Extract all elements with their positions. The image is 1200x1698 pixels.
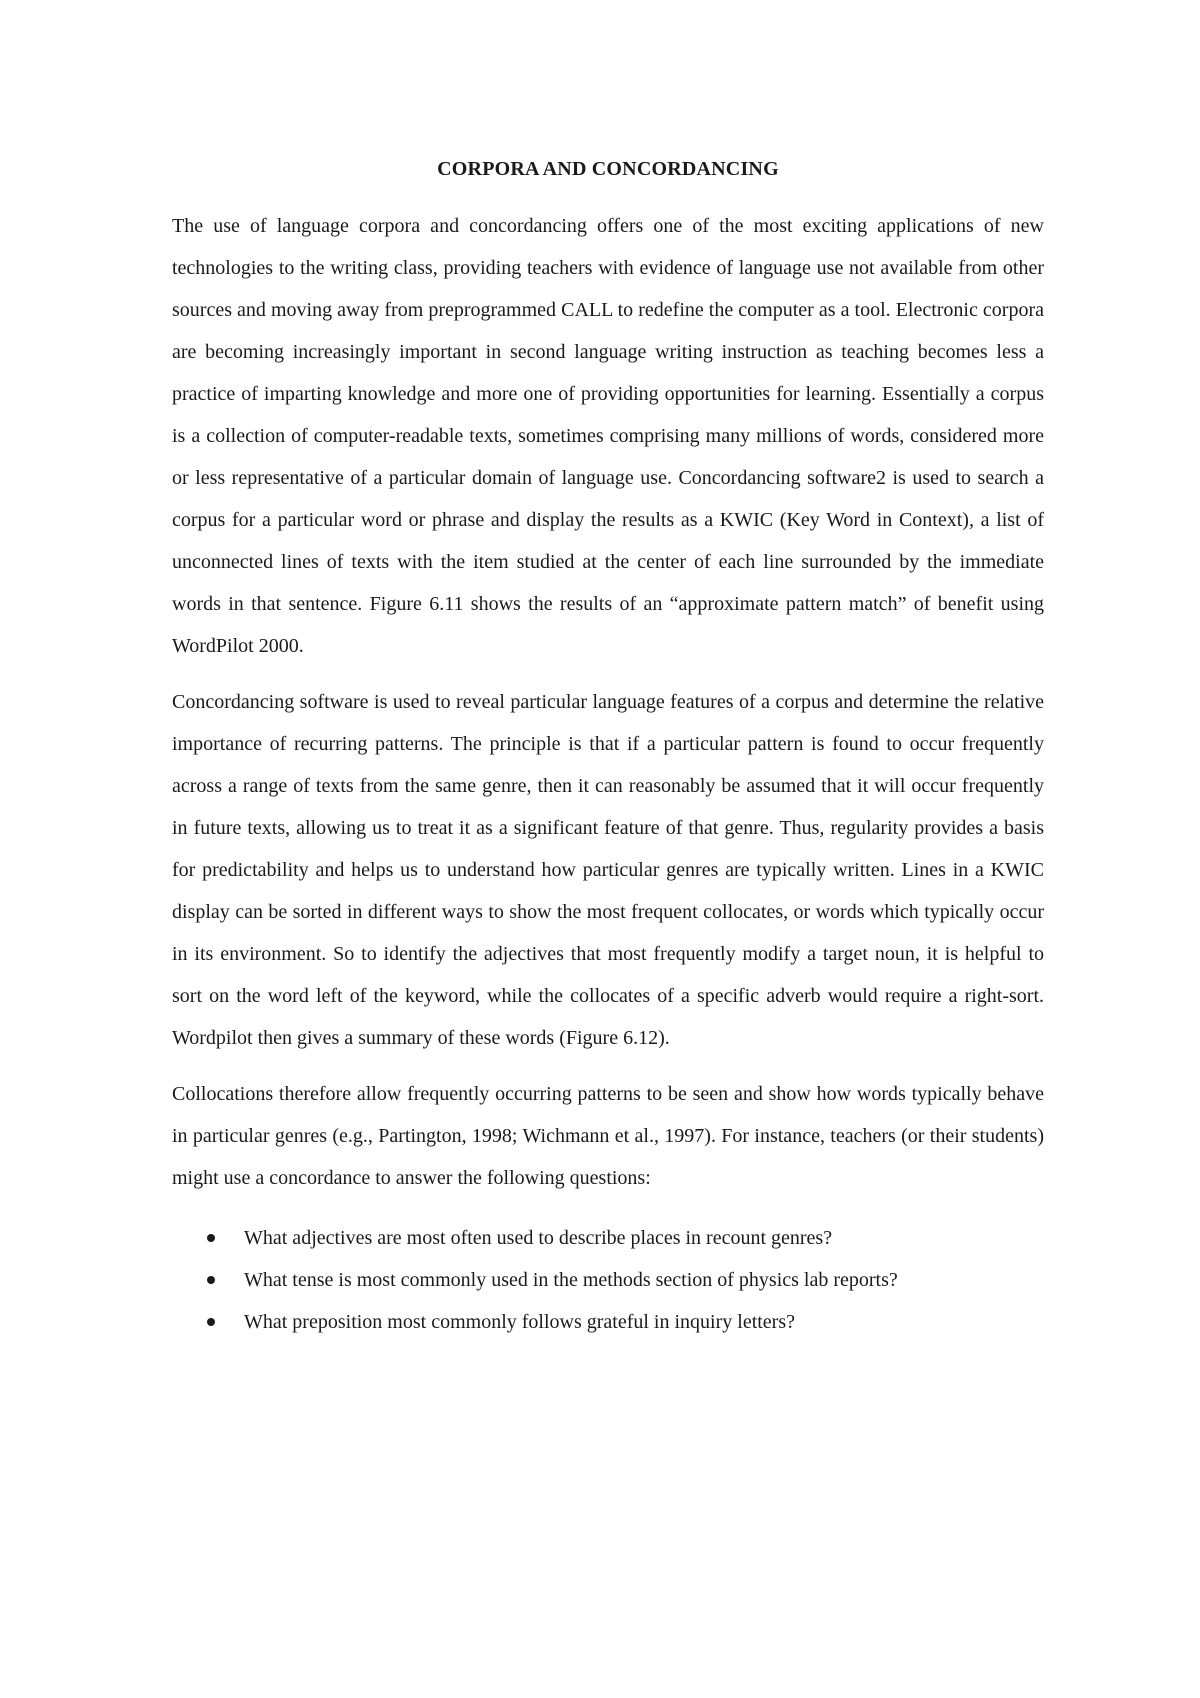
list-item-text: What adjectives are most often used to describe places in recount genres? bbox=[244, 1227, 833, 1249]
bullet-icon bbox=[207, 1234, 215, 1242]
list-item bbox=[172, 1301, 1044, 1343]
question-list bbox=[172, 1217, 1044, 1343]
list-item-text: What preposition most commonly follows grateful in inquiry letters? bbox=[244, 1311, 796, 1333]
list-item bbox=[172, 1217, 1044, 1259]
document-title: CORPORA AND CONCORDANCING bbox=[437, 158, 779, 180]
paragraph-corpora-intro: The use of language corpora and concordancing offers one of the most exciting applications of new technologies to the writing class, providing teachers with evidence of language use not available from other sources and moving away from preprogrammed CALL to redefine the computer as a tool. Electronic corpora are becoming increasingly important in second language writing instruction as teaching becomes less a practice of imparting knowledge and more one of providing opportunities for learning. Essentially a corpus is a collection of computer-readable texts, sometimes comprising many millions of words, considered more or less representative of a particular domain of language use. Concordancing software2 is used to search a corpus for a particular word or phrase and display the results as a KWIC (Key Word in Context), a list of unconnected lines of texts with the item studied at the center of each line surrounded by the immediate words in that sentence. Figure 6.11 shows the results of an “approximate pattern match” of benefit using WordPilot 2000. bbox=[172, 215, 1044, 657]
bullet-icon bbox=[207, 1276, 215, 1284]
document-page bbox=[172, 158, 1044, 1343]
list-item bbox=[172, 1259, 1044, 1301]
bullet-icon bbox=[207, 1318, 215, 1326]
paragraph-collocations: Collocations therefore allow frequently occurring patterns to be seen and show how words typically behave in particular genres (e.g., Partington, 1998; Wichmann et al., 1997). For instance, teachers (or their students) might use a concordance to answer the following questions: bbox=[172, 1083, 1044, 1189]
list-item-text: What tense is most commonly used in the methods section of physics lab reports? bbox=[244, 1269, 898, 1291]
paragraph-concordancing-software: Concordancing software is used to reveal particular language features of a corpus and determine the relative importance of recurring patterns. The principle is that if a particular pattern is found to occur frequently across a range of texts from the same genre, then it can reasonably be assumed that it will occur frequently in future texts, allowing us to treat it as a significant feature of that genre. Thus, regularity provides a basis for predictability and helps us to understand how particular genres are typically written. Lines in a KWIC display can be sorted in different ways to show the most frequent collocates, or words which typically occur in its environment. So to identify the adjectives that most frequently modify a target noun, it is helpful to sort on the word left of the keyword, while the collocates of a specific adverb would require a right-sort. Wordpilot then gives a summary of these words (Figure 6.12). bbox=[172, 691, 1044, 1049]
